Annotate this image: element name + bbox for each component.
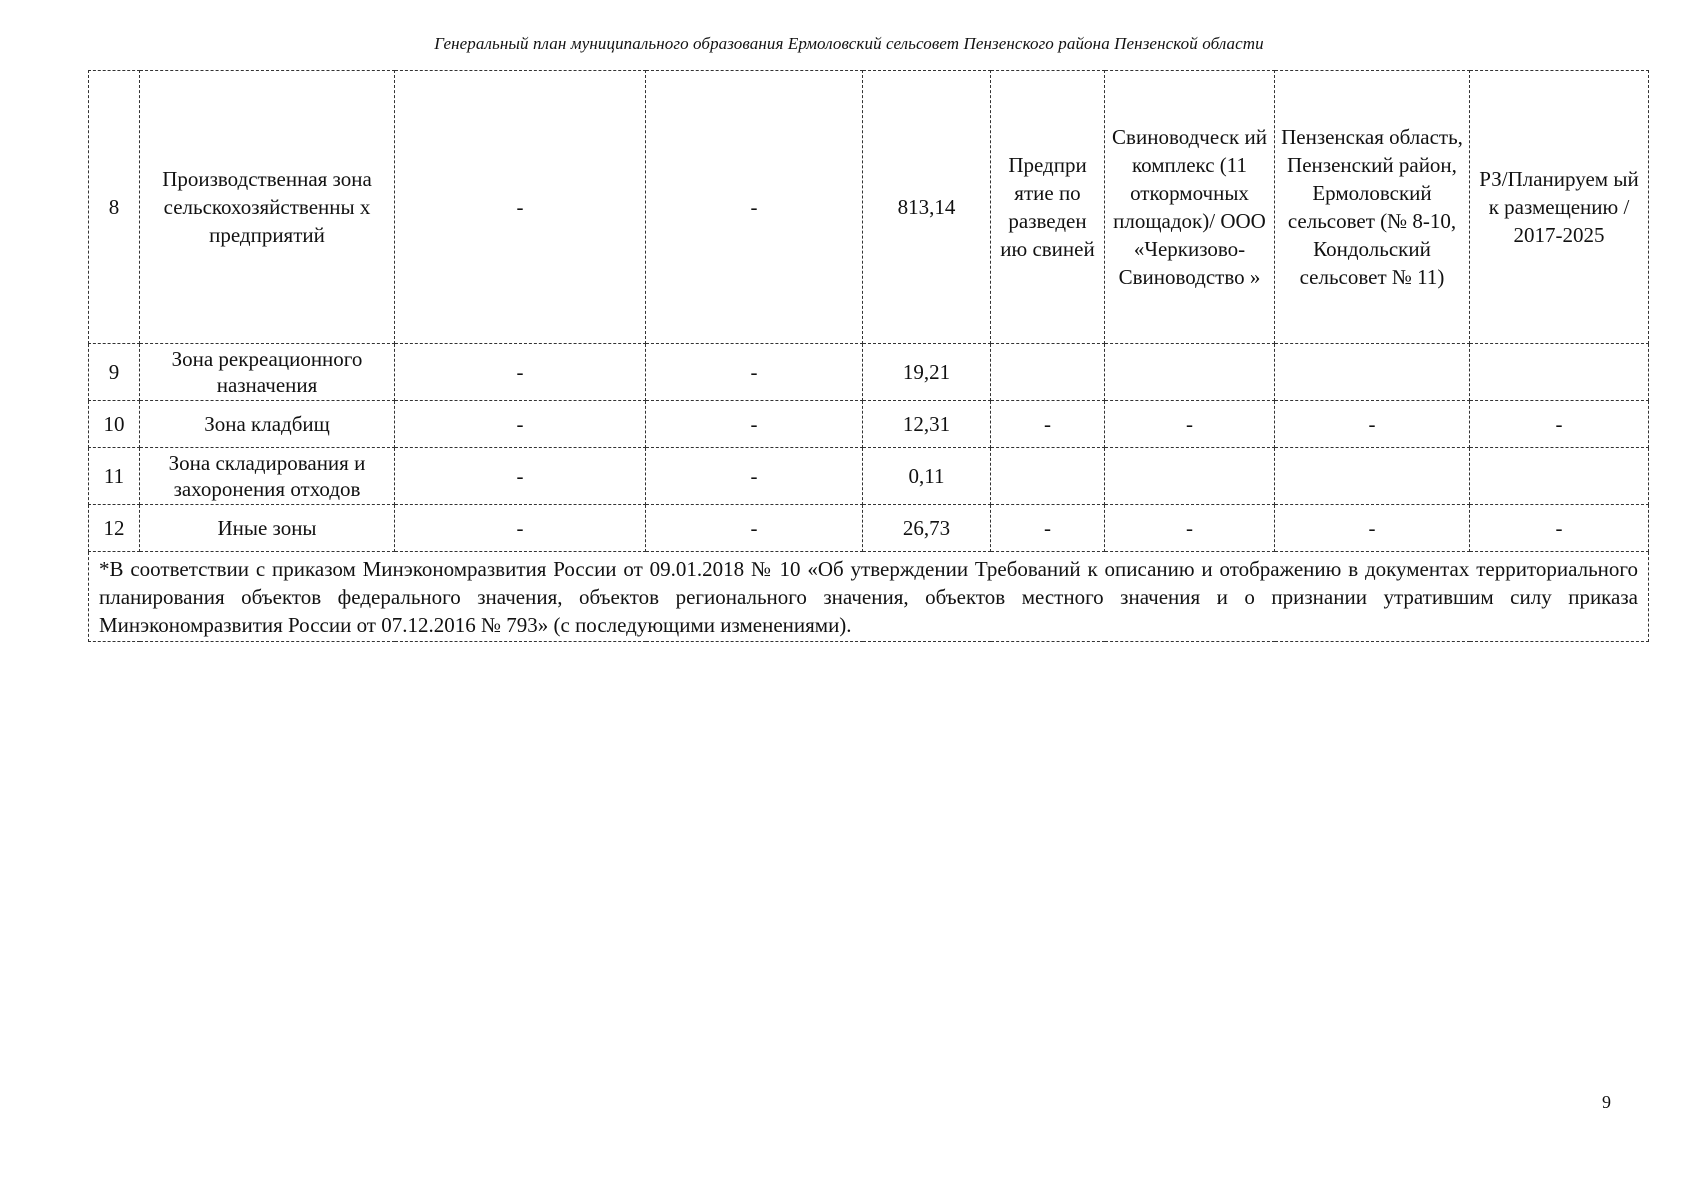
table-row — [89, 71, 1649, 344]
cell-location — [1275, 448, 1470, 505]
cell-zone-name: Иные зоны — [140, 505, 395, 552]
cell-zone-name: Зона рекреационного назначения — [140, 344, 395, 401]
cell-zone-name: Зона складирования и захоронения отходов — [140, 448, 395, 505]
cell-col4: - — [646, 344, 863, 401]
cell-area: 0,11 — [863, 448, 991, 505]
cell-location — [1275, 344, 1470, 401]
cell-status — [1470, 344, 1649, 401]
cell-location: Пензенская область, Пензенский район, Ермоловский сельсовет (№ 8-10, Кондольский сельсовет № 11) — [1275, 71, 1470, 344]
cell-object: - — [1105, 505, 1275, 552]
cell-col4: - — [646, 401, 863, 448]
cell-area: 12,31 — [863, 401, 991, 448]
cell-col3: - — [395, 71, 646, 344]
table-row — [89, 344, 1649, 401]
cell-purpose: - — [991, 401, 1105, 448]
table-row — [89, 505, 1649, 552]
cell-number: 12 — [89, 505, 140, 552]
cell-status: РЗ/Планируем ый к размещению / 2017-2025 — [1470, 71, 1649, 344]
cell-number: 10 — [89, 401, 140, 448]
cell-col4: - — [646, 448, 863, 505]
page-number: 9 — [1602, 1092, 1611, 1112]
cell-status — [1470, 448, 1649, 505]
cell-location: - — [1275, 401, 1470, 448]
zones-table — [88, 70, 1649, 642]
cell-area: 813,14 — [863, 71, 991, 344]
cell-purpose: - — [991, 505, 1105, 552]
footnote-text: *В соответствии с приказом Минэкономразвития России от 09.01.2018 № 10 «Об утверждении Требований к описанию и отображению в документах территориального планирования объектов федерального значения, объектов регионального значения, объектов местного значения и о признании утратившим силу приказа Минэкономразвития России от 07.12.2016 № 793» (с последующими изменениями). — [89, 552, 1649, 642]
cell-object — [1105, 448, 1275, 505]
cell-purpose — [991, 344, 1105, 401]
page-header-title: Генеральный план муниципального образования Ермоловский сельсовет Пензенского района Пензенской области — [434, 34, 1264, 53]
cell-location: - — [1275, 505, 1470, 552]
cell-number: 11 — [89, 448, 140, 505]
cell-col3: - — [395, 448, 646, 505]
cell-object: Свиноводческ ий комплекс (11 откормочных площадок)/ ООО «Черкизово-Свиноводство » — [1105, 71, 1275, 344]
cell-col3: - — [395, 344, 646, 401]
cell-purpose: Предпри ятие по разведен ию свиней — [991, 71, 1105, 344]
cell-status: - — [1470, 505, 1649, 552]
cell-col4: - — [646, 505, 863, 552]
cell-zone-name: Производственная зона сельскохозяйственны х предприятий — [140, 71, 395, 344]
cell-area: 26,73 — [863, 505, 991, 552]
cell-col3: - — [395, 401, 646, 448]
cell-area: 19,21 — [863, 344, 991, 401]
table-row — [89, 401, 1649, 448]
cell-object: - — [1105, 401, 1275, 448]
table-row — [89, 448, 1649, 505]
cell-zone-name: Зона кладбищ — [140, 401, 395, 448]
cell-purpose — [991, 448, 1105, 505]
cell-col3: - — [395, 505, 646, 552]
footnote-row — [89, 552, 1649, 642]
cell-object — [1105, 344, 1275, 401]
cell-col4: - — [646, 71, 863, 344]
cell-number: 8 — [89, 71, 140, 344]
cell-status: - — [1470, 401, 1649, 448]
cell-number: 9 — [89, 344, 140, 401]
